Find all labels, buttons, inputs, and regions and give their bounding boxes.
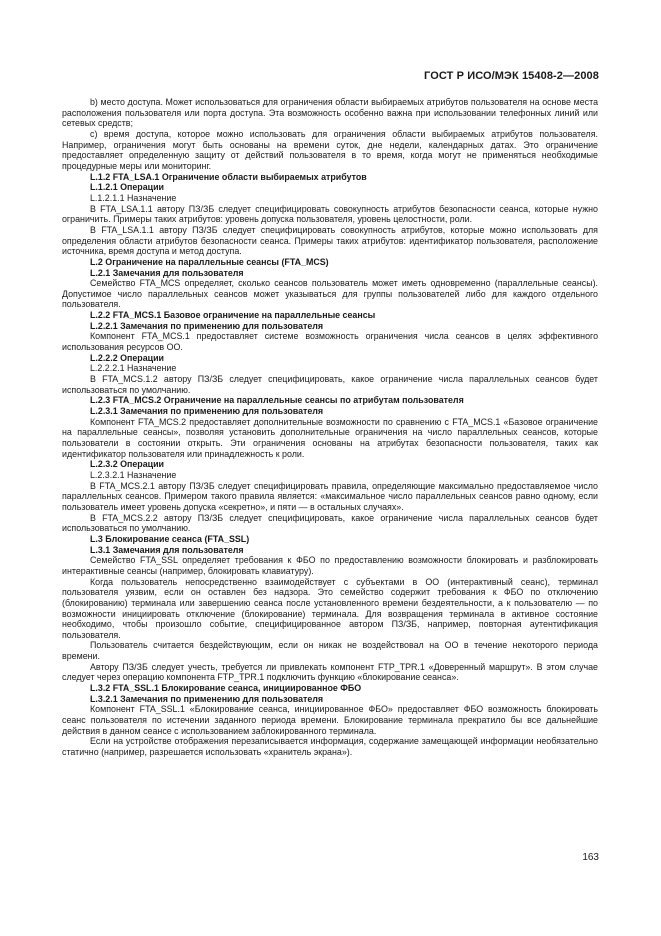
body-paragraph: L.2.2.2.1 Назначение	[90, 363, 177, 374]
page-number: 163	[582, 852, 599, 863]
section-heading: L.2.3.2 Операции	[90, 459, 165, 470]
section-heading: L.2.2.2 Операции	[90, 352, 165, 363]
document-code-header: ГОСТ Р ИСО/МЭК 15408-2—2008	[424, 70, 599, 82]
body-paragraph: В FTA_LSA.1.1 автору ПЗ/ЗБ следует специфицировать совокупность атрибутов, которые можно использовать для определения области атрибутов безопасности сеанса. Примеры таких атрибутов: идентификатор пользователя, расположение источника, время доступа и метод доступа.	[62, 224, 598, 257]
document-body	[62, 97, 598, 758]
body-paragraph: Семейство FTA_MCS определяет, сколько сеансов пользователь может иметь одновременно (параллельные сеансы). Допустимое число параллельных сеансов может указываться для группы пользователей либо для каждого отдельного пользователя.	[62, 278, 598, 310]
body-paragraph: c) время доступа, которое можно использовать для ограничения области выбираемых атрибутов пользователя. Например, ограничения могут быть основаны на времени суток, дне недели, календарных датах. Это ограничение предоставляет определенную защиту от действий пользователя в то время, когда могут не применяться необходимые процедурные меры или мониторинг.	[62, 128, 598, 171]
body-paragraph: В FTA_MCS.2.1 автору ПЗ/ЗБ следует специфицировать правила, определяющие максимально предоставляемое число параллельных сеансов. Примером такого правила является: «максимальное число параллельных сеансов равно одному, если пользователь имеет уровень допуска «секретно», и пяти — в остальных случаях».	[62, 480, 598, 512]
body-paragraph: В FTA_MCS.2.2 автору ПЗ/ЗБ следует специфицировать, какое ограничение числа параллельных сеансов будет использоваться по умолчанию.	[62, 512, 598, 534]
section-heading: L.2.2 FTA_MCS.1 Базовое ограничение на параллельные сеансы	[90, 310, 376, 321]
body-paragraph: В FTA_MCS.1.2 автору ПЗ/ЗБ следует специфицировать, какое ограничение числа параллельных сеансов будет использоваться по умолчанию.	[62, 374, 598, 395]
body-paragraph: В FTA_LSA.1.1 автору ПЗ/ЗБ следует специфицировать совокупность атрибутов безопасности сеанса, которые нужно ограничить. Примеры таких атрибутов: уровень допуска пользователя, уровень целостности, роли.	[62, 203, 598, 225]
body-paragraph: b) место доступа. Может использоваться для ограничения области выбираемых атрибутов пользователя на основе места расположения пользователя или порта доступа. Эта возможность особенно важна при использовании телефонных линий или сетевых средств;	[62, 97, 598, 129]
body-paragraph: L.2.3.2.1 Назначение	[90, 469, 177, 480]
section-heading: L.2.1 Замечания для пользователя	[90, 267, 244, 278]
body-paragraph: Компонент FTA_SSL.1 «Блокирование сеанса, инициированное ФБО» предоставляет ФБО возможность блокировать сеанс пользователя по истечении заданного периода времени. Блокирование терминала прекратило бы все дальнейшие действия в данном сеансе с использованием заблокированного терминала.	[62, 704, 598, 736]
section-heading: L.3.2.1 Замечания по применению для пользователя	[90, 693, 324, 704]
body-paragraph: Пользователь считается бездействующим, если он никак не воздействовал на ОО в течение некоторого периода времени.	[62, 640, 598, 662]
section-heading: L.2 Ограничение на параллельные сеансы (FTA_MCS)	[90, 256, 329, 267]
section-heading: L.3.2 FTA_SSL.1 Блокирование сеанса, инициированное ФБО	[90, 683, 362, 694]
section-heading: L.1.2.1 Операции	[90, 182, 165, 193]
section-heading: L.3.1 Замечания для пользователя	[90, 544, 244, 555]
body-paragraph: Семейство FTA_SSL определяет требования к ФБО по предоставлению возможности блокировать и разблокировать интерактивные сеансы (например, блокировать клавиатуру).	[62, 555, 598, 576]
section-heading: L.1.2 FTA_LSA.1 Ограничение области выбираемых атрибутов	[90, 171, 367, 182]
body-paragraph: Компонент FTA_MCS.1 предоставляет системе возможность ограничения числа сеансов в целях эффективного использования ресурсов ОО.	[62, 331, 598, 353]
body-paragraph: Компонент FTA_MCS.2 предоставляет дополнительные возможности по сравнению с FTA_MCS.1 «Базовое ограничение на параллельные сеансы», позволяя установить дополнительные ограничения на число параллельных сеансов, которые пользователи в состоянии открыть. Эти ограничения основаны на атрибутах безопасности пользователя, таких как идентификатор пользователя или принадлежность к роли.	[62, 416, 598, 459]
section-heading: L.2.2.1 Замечания по применению для пользователя	[90, 320, 324, 331]
section-heading: L.2.3 FTA_MCS.2 Ограничение на параллельные сеансы по атрибутам пользователя	[90, 395, 464, 406]
section-heading: L.2.3.1 Замечания по применению для пользователя	[90, 406, 324, 417]
body-paragraph: Если на устройстве отображения перезаписывается информация, содержание замещающей информации необязательно статично (например, разрешается использовать «хранитель экрана»).	[62, 736, 598, 758]
body-paragraph: Автору ПЗ/ЗБ следует учесть, требуется ли привлекать компонент FTP_TPR.1 «Доверенный маршрут». В этом случае следует через операцию компонента FTP_TPR.1 подключить функцию «блокирование сеанса».	[62, 661, 598, 683]
body-paragraph: L.1.2.1.1 Назначение	[90, 192, 177, 203]
section-heading: L.3 Блокирование сеанса (FTA_SSL)	[90, 533, 250, 544]
body-paragraph: Когда пользователь непосредственно взаимодействует с субъектами в ОО (интерактивный сеанс), терминал пользователя уязвим, если он оставлен без надзора. Это семейство содержит требования к ФБО по отключению (блокированию) терминала или завершению сеанса после установленного времени бездеятельности, а к пользователю — по возможности инициировать отключение (блокирование) терминала. Для возвращения терминала в активное состояние необходимо, чтобы произошло событие, специфицированное автором ПЗ/ЗБ, например, повторная аутентификация пользователя.	[62, 576, 598, 640]
